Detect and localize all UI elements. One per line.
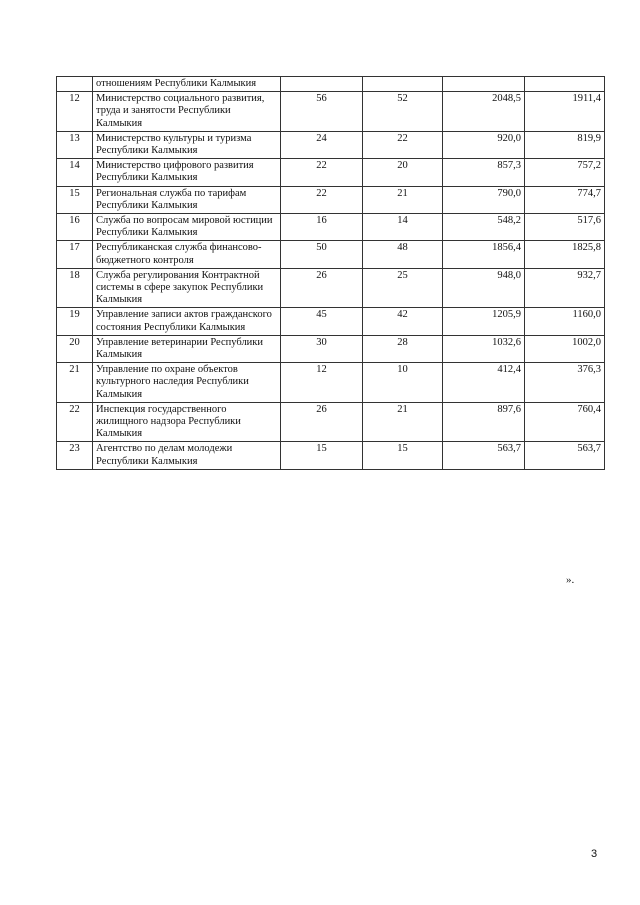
staff-count-2: 21 bbox=[363, 402, 443, 442]
amount-1: 548,2 bbox=[443, 214, 525, 241]
amount-2: 1160,0 bbox=[525, 308, 605, 335]
table-row bbox=[57, 77, 605, 92]
table-row bbox=[57, 159, 605, 186]
amount-2: 1002,0 bbox=[525, 335, 605, 362]
amount-2 bbox=[525, 77, 605, 92]
table-row bbox=[57, 241, 605, 268]
staff-count-2: 22 bbox=[363, 131, 443, 158]
amount-2: 932,7 bbox=[525, 268, 605, 308]
amount-2: 757,2 bbox=[525, 159, 605, 186]
organization-name: Управление ветеринарии Республики Калмыкия bbox=[93, 335, 281, 362]
amount-2: 819,9 bbox=[525, 131, 605, 158]
staff-count-1: 45 bbox=[281, 308, 363, 335]
row-number: 23 bbox=[57, 442, 93, 469]
staff-count-1: 15 bbox=[281, 442, 363, 469]
amount-2: 774,7 bbox=[525, 186, 605, 213]
page-number: 3 bbox=[591, 848, 598, 860]
table-row bbox=[57, 402, 605, 442]
staff-count-1: 22 bbox=[281, 159, 363, 186]
row-number: 22 bbox=[57, 402, 93, 442]
amount-2: 1825,8 bbox=[525, 241, 605, 268]
staff-count-1: 22 bbox=[281, 186, 363, 213]
amount-2: 517,6 bbox=[525, 214, 605, 241]
row-number bbox=[57, 77, 93, 92]
organization-name: Министерство социального развития, труда и занятости Республики Калмыкия bbox=[93, 92, 281, 132]
row-number: 15 bbox=[57, 186, 93, 213]
table-body bbox=[57, 77, 605, 470]
row-number: 12 bbox=[57, 92, 93, 132]
amount-1: 2048,5 bbox=[443, 92, 525, 132]
row-number: 13 bbox=[57, 131, 93, 158]
staff-count-1: 26 bbox=[281, 402, 363, 442]
staff-count-2: 48 bbox=[363, 241, 443, 268]
table-row bbox=[57, 214, 605, 241]
amount-1: 1856,4 bbox=[443, 241, 525, 268]
table-row bbox=[57, 186, 605, 213]
organization-name: Инспекция государственного жилищного надзора Республики Калмыкия bbox=[93, 402, 281, 442]
organization-name: Служба регулирования Контрактной системы в сфере закупок Республики Калмыкия bbox=[93, 268, 281, 308]
staff-count-2: 25 bbox=[363, 268, 443, 308]
staff-count-2: 20 bbox=[363, 159, 443, 186]
table-row bbox=[57, 308, 605, 335]
staff-count-2: 14 bbox=[363, 214, 443, 241]
closing-mark: ». bbox=[566, 574, 575, 586]
row-number: 18 bbox=[57, 268, 93, 308]
staff-count-2: 15 bbox=[363, 442, 443, 469]
staff-count-2 bbox=[363, 77, 443, 92]
organization-name: Управление по охране объектов культурного наследия Республики Калмыкия bbox=[93, 363, 281, 403]
staff-count-1 bbox=[281, 77, 363, 92]
amount-1: 857,3 bbox=[443, 159, 525, 186]
organization-name: Министерство цифрового развития Республики Калмыкия bbox=[93, 159, 281, 186]
amount-1: 1032,6 bbox=[443, 335, 525, 362]
organization-name: отношениям Республики Калмыкия bbox=[93, 77, 281, 92]
amount-1: 948,0 bbox=[443, 268, 525, 308]
amount-2: 1911,4 bbox=[525, 92, 605, 132]
amount-1: 790,0 bbox=[443, 186, 525, 213]
amount-2: 376,3 bbox=[525, 363, 605, 403]
organization-name: Служба по вопросам мировой юстиции Республики Калмыкия bbox=[93, 214, 281, 241]
organization-name: Региональная служба по тарифам Республики Калмыкия bbox=[93, 186, 281, 213]
table-row bbox=[57, 92, 605, 132]
staff-count-1: 30 bbox=[281, 335, 363, 362]
row-number: 14 bbox=[57, 159, 93, 186]
staff-count-2: 10 bbox=[363, 363, 443, 403]
amount-1: 897,6 bbox=[443, 402, 525, 442]
row-number: 16 bbox=[57, 214, 93, 241]
row-number: 19 bbox=[57, 308, 93, 335]
amount-1: 563,7 bbox=[443, 442, 525, 469]
staff-count-1: 26 bbox=[281, 268, 363, 308]
staff-count-2: 52 bbox=[363, 92, 443, 132]
amount-1: 1205,9 bbox=[443, 308, 525, 335]
amount-1: 412,4 bbox=[443, 363, 525, 403]
table-row bbox=[57, 442, 605, 469]
row-number: 21 bbox=[57, 363, 93, 403]
table-row bbox=[57, 335, 605, 362]
staff-count-2: 28 bbox=[363, 335, 443, 362]
amount-1: 920,0 bbox=[443, 131, 525, 158]
staff-count-1: 12 bbox=[281, 363, 363, 403]
staff-count-1: 50 bbox=[281, 241, 363, 268]
table-row bbox=[57, 363, 605, 403]
table-row bbox=[57, 268, 605, 308]
staff-count-1: 16 bbox=[281, 214, 363, 241]
staff-count-2: 42 bbox=[363, 308, 443, 335]
organization-name: Агентство по делам молодежи Республики Калмыкия bbox=[93, 442, 281, 469]
organization-name: Министерство культуры и туризма Республики Калмыкия bbox=[93, 131, 281, 158]
organization-name: Управление записи актов гражданского состояния Республики Калмыкия bbox=[93, 308, 281, 335]
staff-count-2: 21 bbox=[363, 186, 443, 213]
staff-count-1: 56 bbox=[281, 92, 363, 132]
amount-2: 760,4 bbox=[525, 402, 605, 442]
amount-1 bbox=[443, 77, 525, 92]
staff-count-1: 24 bbox=[281, 131, 363, 158]
table-row bbox=[57, 131, 605, 158]
budget-table bbox=[56, 76, 605, 470]
row-number: 20 bbox=[57, 335, 93, 362]
amount-2: 563,7 bbox=[525, 442, 605, 469]
row-number: 17 bbox=[57, 241, 93, 268]
organization-name: Республиканская служба финансово-бюджетного контроля bbox=[93, 241, 281, 268]
